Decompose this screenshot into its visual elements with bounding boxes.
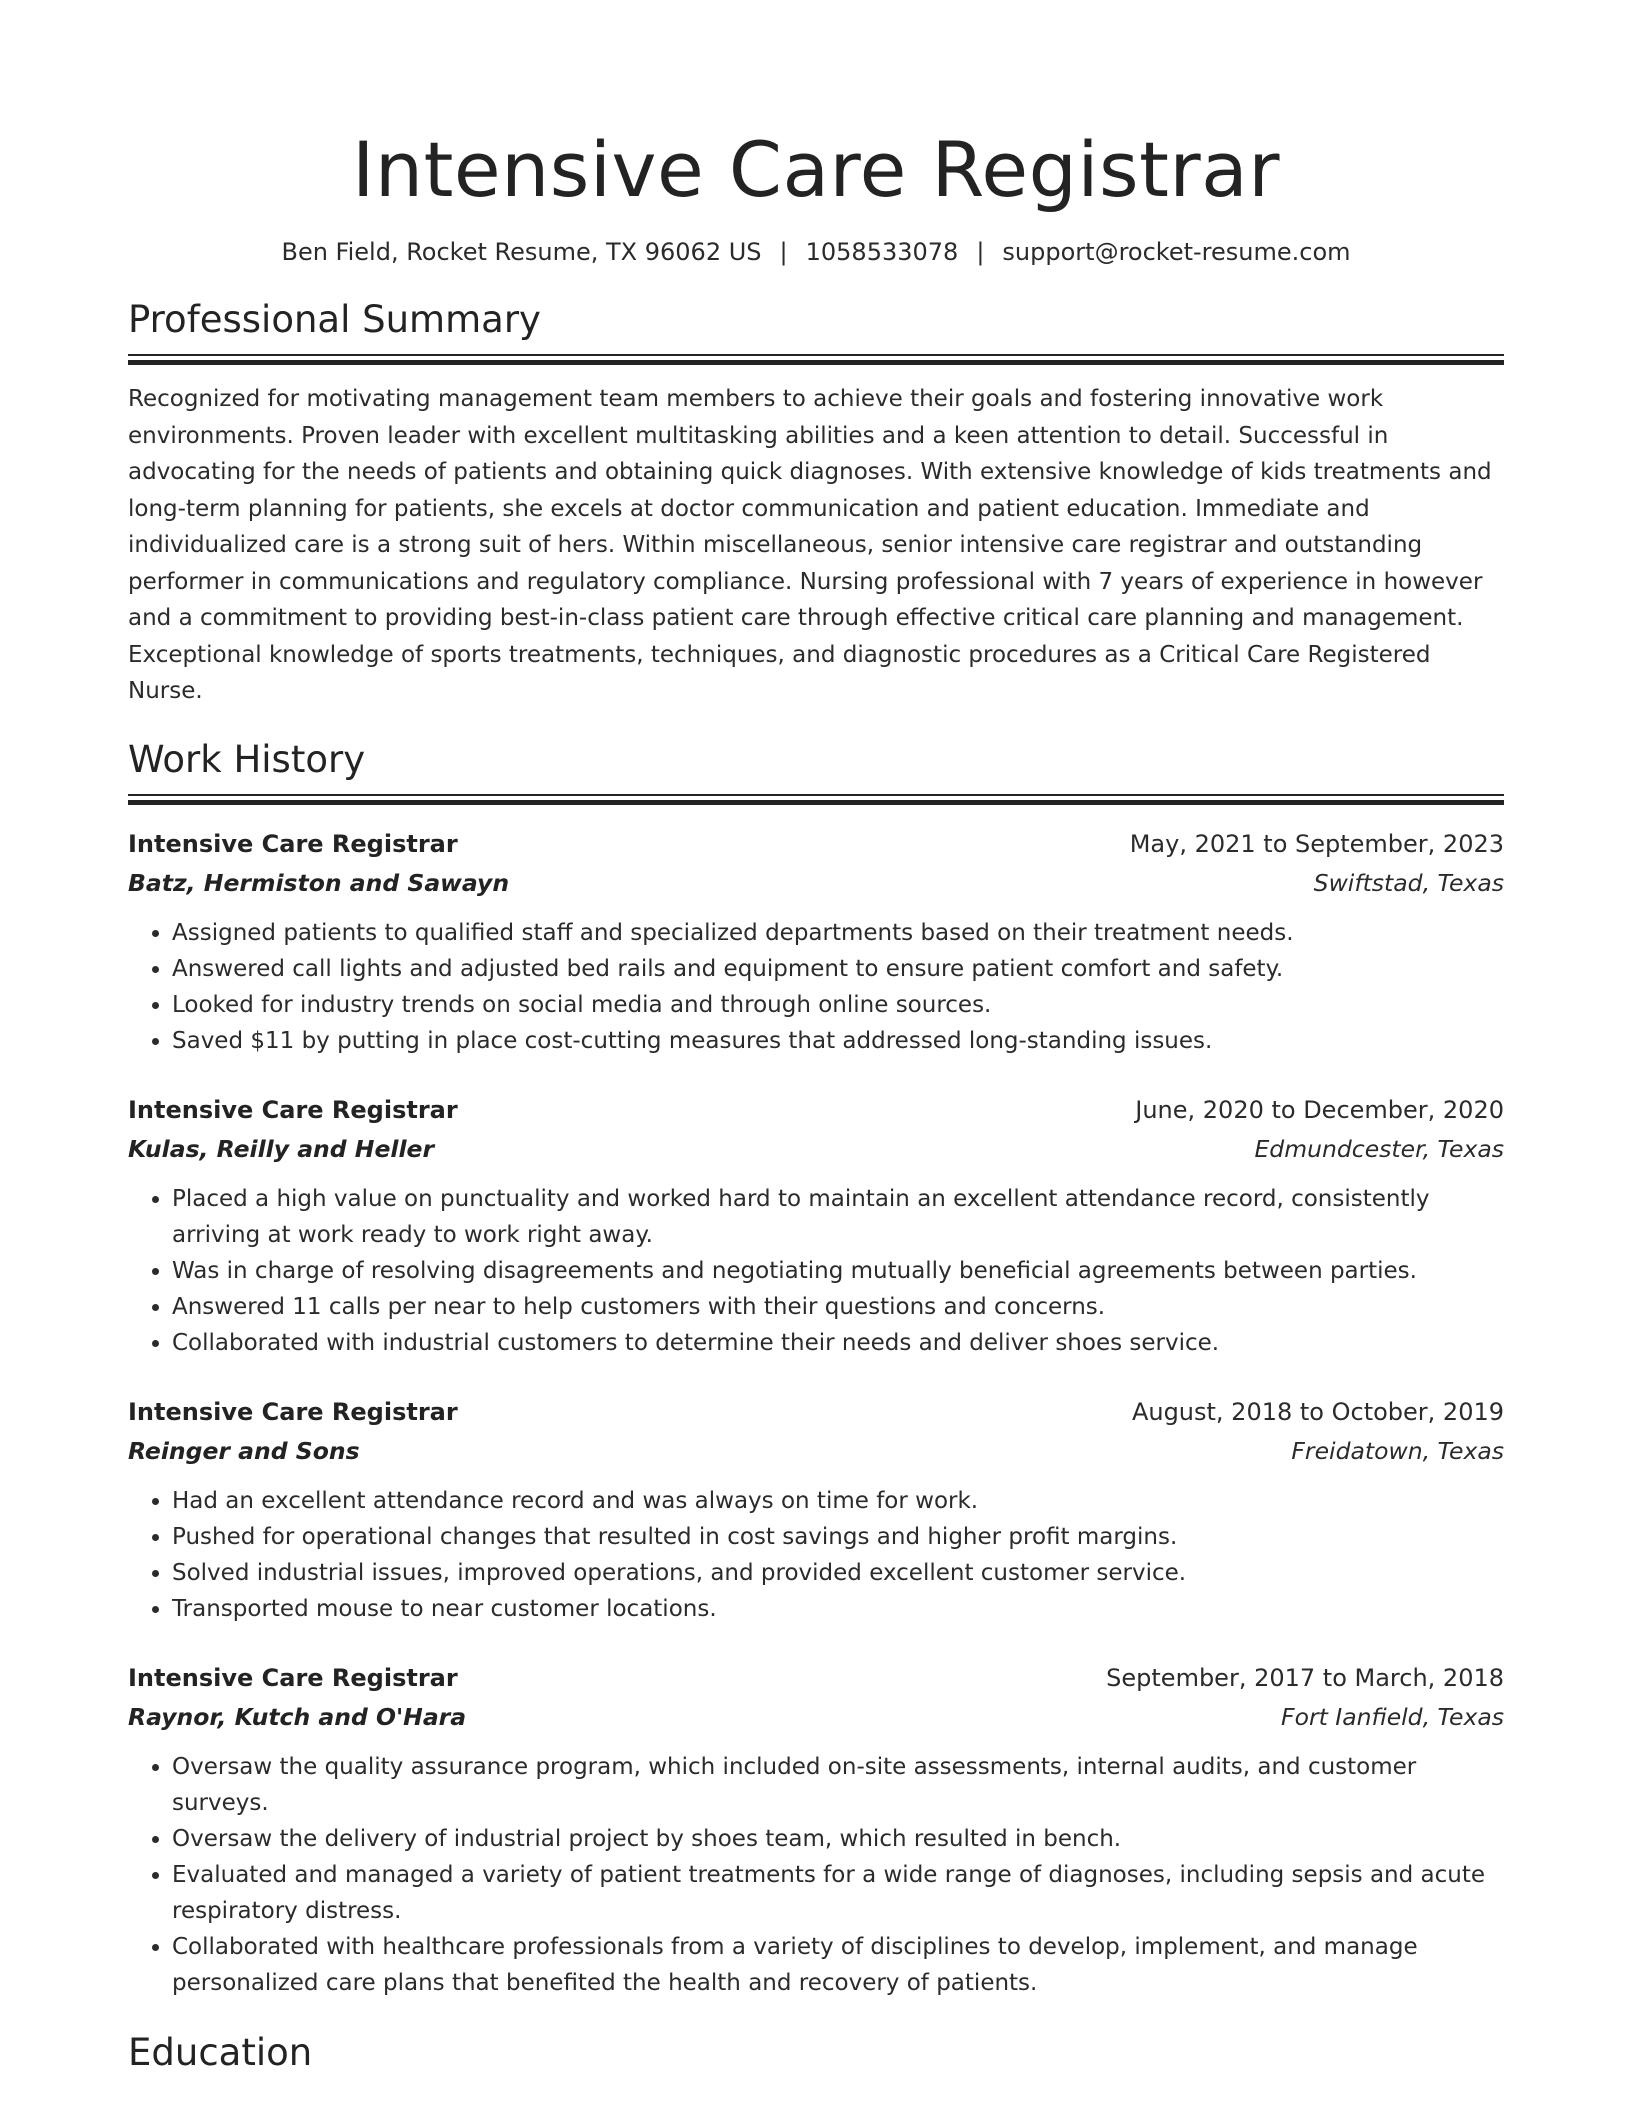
job-entry: [128, 1091, 1504, 1361]
contact-address: Ben Field, Rocket Resume, TX 96062 US: [281, 238, 762, 266]
job-bullet: • Evaluated and managed a variety of patient treatments for a wide range of diagnoses, including sepsis and acute respiratory distress.: [172, 1857, 1504, 1929]
job-bullet: • Oversaw the delivery of industrial project by shoes team, which resulted in bench.: [172, 1821, 1504, 1857]
job-company-row: [128, 1129, 1504, 1169]
job-bullet: • Collaborated with industrial customers to determine their needs and deliver shoes service.: [172, 1325, 1504, 1361]
job-header-row: [128, 1393, 1504, 1431]
job-dates: June, 2020 to December, 2020: [1135, 1095, 1504, 1124]
job-header-row: [128, 1091, 1504, 1129]
job-dates: August, 2018 to October, 2019: [1131, 1397, 1504, 1426]
job-title: Intensive Care Registrar: [128, 1663, 458, 1692]
job-title: Intensive Care Registrar: [128, 829, 458, 858]
job-company-row: [128, 1697, 1504, 1737]
job-bullet: • Pushed for operational changes that resulted in cost savings and higher profit margins.: [172, 1519, 1504, 1555]
job-bullet: • Answered call lights and adjusted bed rails and equipment to ensure patient comfort and safety.: [172, 951, 1504, 987]
section-divider: [128, 794, 1504, 805]
job-location: Fort Ianfield, Texas: [1281, 1702, 1504, 1731]
job-company: Kulas, Reilly and Heller: [128, 1134, 435, 1163]
job-header-row: [128, 825, 1504, 863]
job-entry: [128, 825, 1504, 1059]
contact-phone: 1058533078: [805, 238, 959, 266]
job-bullets: [128, 915, 1504, 1059]
job-company-row: [128, 863, 1504, 903]
job-bullet: • Saved $11 by putting in place cost-cutting measures that addressed long-standing issues.: [172, 1023, 1504, 1059]
job-bullet: • Transported mouse to near customer locations.: [172, 1591, 1504, 1627]
summary-text: Recognized for motivating management team members to achieve their goals and fostering innovative work environments. Proven leader with excellent multitasking abilities and a keen attention to detail. Successful in advocating for the needs of patients and obtaining quick diagnoses. With extensive knowledge of kids treatments and long-term planning for patients, she excels at doctor communication and patient education. Immediate and individualized care is a strong suit of hers. Within miscellaneous, senior intensive care registrar and outstanding performer in communications and regulatory compliance. Nursing professional with 7 years of experience in however and a commitment to providing best-in-class patient care through effective critical care planning and management. Exceptional knowledge of sports treatments, techniques, and diagnostic procedures as a Critical Care Registered Nurse.: [128, 386, 1492, 704]
education-section: [128, 2029, 1504, 2077]
job-bullet: • Solved industrial issues, improved operations, and provided excellent customer service.: [172, 1555, 1504, 1591]
contact-email: support@rocket-resume.com: [1002, 238, 1351, 266]
job-company: Batz, Hermiston and Sawayn: [128, 868, 510, 897]
job-dates: May, 2021 to September, 2023: [1129, 829, 1504, 858]
job-dates: September, 2017 to March, 2018: [1106, 1663, 1504, 1692]
job-header-row: [128, 1659, 1504, 1697]
section-divider: [128, 354, 1504, 365]
resume-content: [128, 120, 1504, 2077]
contact-separator: |: [976, 238, 985, 266]
section-title-work-history: Work History: [128, 737, 366, 781]
job-location: Swiftstad, Texas: [1313, 868, 1504, 897]
section-title-education: Education: [128, 2030, 313, 2074]
section-title-summary: Professional Summary: [128, 298, 541, 341]
job-company: Raynor, Kutch and O'Hara: [128, 1702, 467, 1731]
resume-name: Intensive Care Registrar: [351, 125, 1280, 214]
contact-separator: |: [779, 238, 788, 266]
job-bullet: • Oversaw the quality assurance program, which included on-site assessments, internal audits, and customer surveys.: [172, 1749, 1504, 1821]
job-location: Edmundcester, Texas: [1254, 1134, 1504, 1163]
work-history-section: [128, 736, 1504, 2001]
job-bullet: • Was in charge of resolving disagreements and negotiating mutually beneficial agreements between parties.: [172, 1253, 1504, 1289]
contact-line: [128, 236, 1504, 268]
job-bullet: • Placed a high value on punctuality and worked hard to maintain an excellent attendance record, consistently arriving at work ready to work right away.: [172, 1181, 1504, 1253]
professional-summary-section: [128, 296, 1504, 710]
job-bullet: • Answered 11 calls per near to help customers with their questions and concerns.: [172, 1289, 1504, 1325]
job-title: Intensive Care Registrar: [128, 1095, 458, 1124]
job-bullets: [128, 1181, 1504, 1361]
job-bullets: [128, 1749, 1504, 2001]
job-bullet: • Collaborated with healthcare professionals from a variety of disciplines to develop, implement, and manage personalized care plans that benefited the health and recovery of patients.: [172, 1929, 1504, 2001]
job-entry: [128, 1393, 1504, 1627]
job-bullets: [128, 1483, 1504, 1627]
job-company-row: [128, 1431, 1504, 1471]
job-title: Intensive Care Registrar: [128, 1397, 458, 1426]
job-company: Reinger and Sons: [128, 1436, 360, 1465]
job-entry: [128, 1659, 1504, 2001]
job-bullet: • Had an excellent attendance record and was always on time for work.: [172, 1483, 1504, 1519]
job-bullet: • Looked for industry trends on social media and through online sources.: [172, 987, 1504, 1023]
job-bullet: • Assigned patients to qualified staff and specialized departments based on their treatment needs.: [172, 915, 1504, 951]
job-location: Freidatown, Texas: [1291, 1436, 1504, 1465]
